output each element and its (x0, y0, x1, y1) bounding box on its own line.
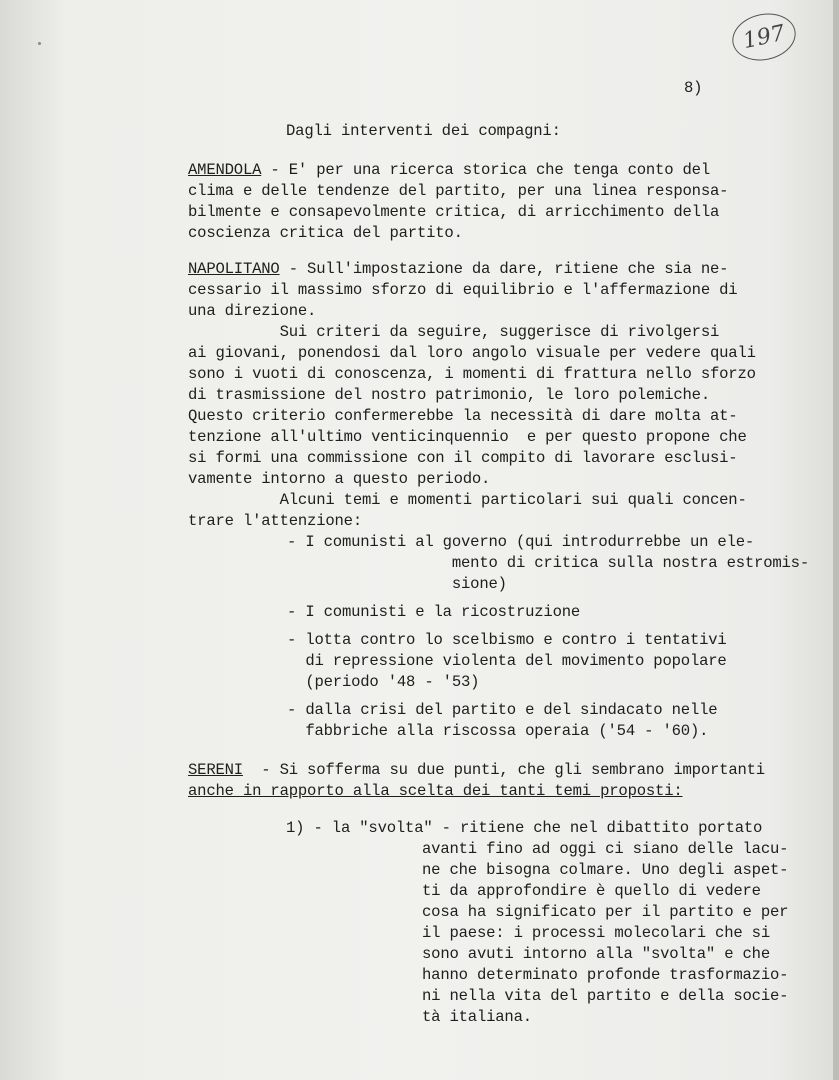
napolitano-line-8: Questo criterio confermerebbe la necessità di dare molta at- (188, 407, 738, 425)
napolitano-line-7: di trasmissione del nostro patrimonio, le loro polemiche. (188, 386, 710, 404)
napolitano-line-13: trare l'attenzione: (188, 512, 362, 530)
sereni-point-1-label: 1) - la "svolta" - ritiene che nel dibattito portato (286, 819, 763, 837)
sereni-point-1-line-8: ni nella vita del partito e della socie- (422, 987, 789, 1005)
napolitano-line-12: Alcuni temi e momenti particolari sui quali concen- (188, 491, 747, 509)
napolitano-line-4: Sui criteri da seguire, suggerisce di rivolgersi (188, 323, 720, 341)
topic-item-3-line-1: - lotta contro lo scelbismo e contro i tentativi (287, 631, 727, 649)
sereni-point-1-line-7: hanno determinato profonde trasformazio- (422, 966, 789, 984)
topic-item-3-line-2: di repressione violenta del movimento popolare (287, 652, 727, 670)
sereni-point-1-line-6: sono avuti intorno alla "svolta" e che (422, 945, 770, 963)
topic-item-3-line-3: (periodo '48 - '53) (287, 673, 480, 691)
napolitano-line-11: vamente intorno a questo periodo. (188, 470, 491, 488)
topic-item-1-line-3: sione) (287, 575, 507, 593)
topic-item-4-line-1: - dalla crisi del partito e del sindacato nelle (287, 701, 718, 719)
sereni-point-1-line-2: ne che bisogna colmare. Uno degli aspet- (422, 861, 789, 879)
topic-item-2: - I comunisti e la ricostruzione (287, 603, 581, 621)
paper-edge-shadow (833, 0, 839, 1080)
topic-item-1-line-1: - I comunisti al governo (qui introdurrebbe un ele- (287, 533, 755, 551)
napolitano-line-1: NAPOLITANO - Sull'impostazione da dare, ritiene che sia ne- (188, 260, 729, 278)
speaker-sereni: SERENI (188, 761, 243, 779)
section-heading: Dagli interventi dei compagni: (286, 122, 561, 140)
paper-speck (38, 42, 41, 45)
napolitano-line-3: una direzione. (188, 302, 317, 320)
amendola-line-4: coscienza critica del partito. (188, 224, 463, 242)
sereni-point-1-line-4: cosa ha significato per il partito e per (422, 903, 789, 921)
napolitano-line-6: sono i vuoti di conoscenza, i momenti di frattura nello sforzo (188, 365, 756, 383)
napolitano-line-9: tenzione all'ultimo venticinquennio e per questo propone che (188, 428, 747, 446)
topic-item-4-line-2: fabbriche alla riscossa operaia ('54 - '60). (287, 722, 709, 740)
napolitano-line-5: ai giovani, ponendosi dal loro angolo visuale per vedere quali (188, 344, 756, 362)
archive-number-stamp (728, 8, 800, 66)
sereni-point-1-line-3: ti da approfondire è quello di vedere (422, 882, 761, 900)
sereni-point-1-line-5: il paese: i processi molecolari che si (422, 924, 770, 942)
speaker-amendola: AMENDOLA (188, 161, 262, 179)
amendola-line-3: bilmente e consapevolmente critica, di arricchimento della (188, 203, 720, 221)
napolitano-line-2: cessario il massimo sforzo di equilibrio e l'affermazione di (188, 281, 738, 299)
sereni-line-2: anche in rapporto alla scelta dei tanti temi proposti: (188, 782, 683, 800)
page-number: 8) (684, 79, 703, 97)
stamp-number: 197 (740, 20, 788, 54)
amendola-line-2: clima e delle tendenze del partito, per una linea responsa- (188, 182, 729, 200)
topic-item-1-line-2: mento di critica sulla nostra estromis- (287, 554, 809, 572)
napolitano-line-10: si formi una commissione con il compito di lavorare esclusi- (188, 449, 738, 467)
sereni-point-1-line-1: avanti fino ad oggi ci siano delle lacu- (422, 840, 789, 858)
sereni-line-1: SERENI - Si sofferma su due punti, che gli sembrano importanti (188, 761, 765, 779)
speaker-napolitano: NAPOLITANO (188, 260, 280, 278)
amendola-line-1: AMENDOLA - E' per una ricerca storica che tenga conto del (188, 161, 710, 179)
sereni-point-1-line-9: tà italiana. (422, 1008, 532, 1026)
